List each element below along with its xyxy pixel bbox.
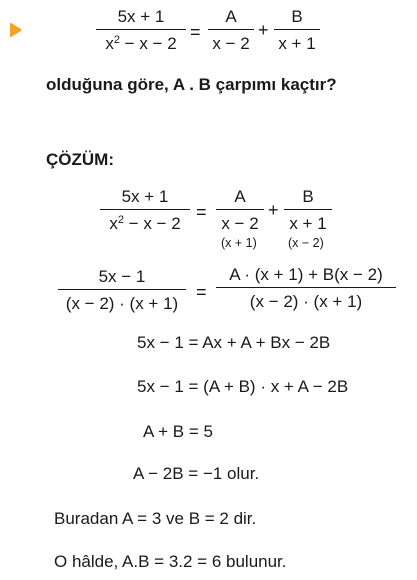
question-equals-sign: = (190, 22, 201, 42)
fraction-bar (216, 287, 396, 288)
solution-line7: Buradan A = 3 ve B = 2 dir. (54, 509, 257, 528)
question-term1-denominator: x − 2 (212, 34, 250, 53)
step2-lhs-fraction (58, 266, 186, 314)
step1-term2-multiplier: (x − 2) (288, 236, 324, 250)
step1-term1-fraction (216, 186, 264, 234)
solution-line5: A + B = 5 (143, 422, 213, 441)
step1-equals-sign: = (196, 202, 207, 222)
fraction-bar (284, 209, 332, 210)
solution-line6: A − 2B = −1 olur. (133, 464, 260, 483)
question-sentence: olduğuna göre, A . B çarpımı kaçtır? (46, 75, 337, 94)
play-triangle-icon (9, 22, 23, 38)
question-term2-fraction (274, 6, 320, 54)
step2-lhs-denominator: (x − 2) · (x + 1) (65, 294, 179, 313)
fraction-bar (100, 209, 190, 210)
step1-term2-denominator: x + 1 (289, 214, 327, 233)
solution-line3: 5x − 1 = Ax + A + Bx − 2B (137, 333, 331, 352)
question-term1-numerator: A (225, 7, 237, 26)
question-plus-sign: + (258, 20, 269, 40)
fraction-bar (274, 29, 320, 30)
question-lhs-fraction (96, 6, 186, 54)
step1-lhs-denominator: $x^2 - x - 2$ (109, 214, 181, 233)
fraction-bar (216, 209, 264, 210)
step1-lhs-numerator: 5x + 1 (121, 187, 169, 206)
solution-heading: ÇÖZÜM: (46, 150, 114, 169)
question-lhs-denominator: $x^2 - x - 2$ (105, 34, 177, 53)
solution-line4: 5x − 1 = (A + B) · x + A − 2B (137, 377, 349, 396)
fraction-bar (58, 289, 186, 290)
question-term2-denominator: x + 1 (278, 34, 316, 53)
step1-term2-fraction (284, 186, 332, 234)
step2-rhs-fraction (216, 264, 396, 312)
question-term2-numerator: B (291, 7, 303, 26)
question-lhs-numerator: 5x + 1 (117, 7, 165, 26)
step1-term1-multiplier: (x + 1) (221, 236, 257, 250)
question-term1-fraction (208, 6, 254, 54)
step2-rhs-numerator: A · (x + 1) + B(x − 2) (229, 265, 383, 284)
solution-line8: O hâlde, A.B = 3.2 = 6 bulunur. (54, 552, 287, 571)
step1-plus-sign: + (268, 200, 279, 220)
step1-term1-numerator: A (234, 187, 246, 206)
step1-term1-denominator: x − 2 (221, 214, 259, 233)
step1-term2-numerator: B (302, 187, 314, 206)
fraction-bar (208, 29, 254, 30)
step2-lhs-numerator: 5x − 1 (98, 267, 146, 286)
step2-rhs-denominator: (x − 2) · (x + 1) (249, 292, 363, 311)
step1-lhs-fraction (100, 186, 190, 234)
fraction-bar (96, 29, 186, 30)
step2-equals-sign: = (196, 282, 207, 302)
